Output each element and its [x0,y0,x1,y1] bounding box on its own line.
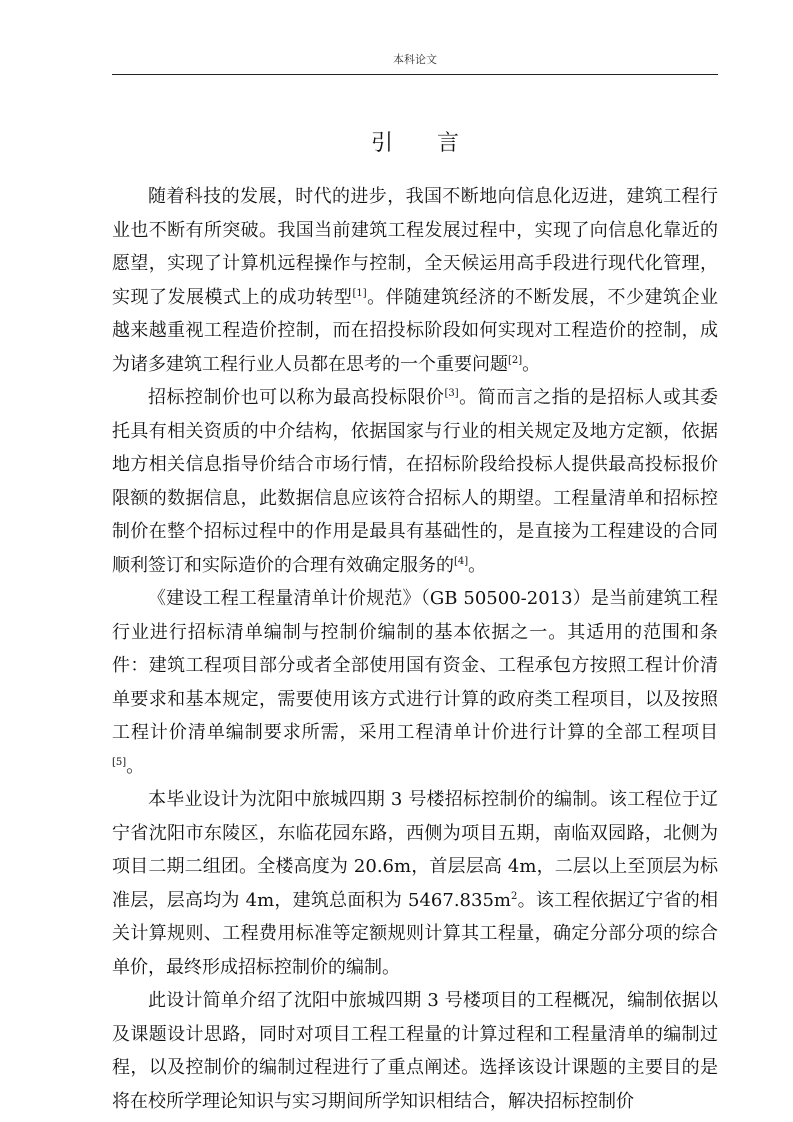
paragraph-text: 。简而言之指的是招标人或其委托具有相关资质的中介结构，依据国家与行业的相关规定及地方定额，依据地方相关信息指导价结合市场行情，在招标阶段给投标人提供最高投标报价限额的数据信息，此数据信息应该符合招标人的期望。工程量清单和招标控制价在整个招标过程中的作用是最具有基础性的，是直接为工程建设的合同顺利签订和实际造价的合理有效确定服务的 [112,387,719,576]
paragraph [112,180,718,381]
paragraph-text: 。伴随建筑经济的不断发展，不少建筑企业越来越重视工程造价控制，而在招投标阶段如何实现对工程造价的控制，成为诸多建筑工程行业人员都在思考的一个重要问题 [112,286,719,375]
paragraph [112,381,718,582]
body-text [112,180,718,1118]
paragraph-text: 。该工程依据辽宁省的相关计算规则、工程费用标准等定额规则计算其工程量，确定分部分项的综合单价，最终形成招标控制价的编制。 [112,889,719,978]
paragraph-text: 招标控制价也可以称为最高投标限价 [148,387,445,408]
citation-superscript: [5] [112,756,127,768]
section-title: 引言 [370,131,503,156]
paragraph-text: 。 [522,353,541,375]
paragraph-text: 《建设工程工程量清单计价规范》（GB 50500-2013）是当前建筑工程行业进行招标清单编制与控制价编制的基本依据之一。其适用的范围和条件：建筑工程项目部分或者全部使用国有资金、工程承包方按照工程计价清单要求和基本规定，需要使用该方式进行计算的政府类工程项目，以及按照工程计价清单编制要求所需，采用工程清单计价进行计算的全部工程项目 [112,588,718,743]
header-title: 本科论文 [393,53,437,66]
citation-superscript: [2] [508,354,523,366]
paragraph [112,582,718,783]
citation-superscript: 2 [511,890,518,902]
citation-superscript: [3] [444,388,459,399]
paragraph-text: 此设计简单介绍了沈阳中旅城四期 3 号楼项目的工程概况，编制依据以及课题设计思路，同时对项目工程工程量的计算过程和工程量清单的编制过程，以及控制价的编制过程进行了重点阐述。选择该设计课题的主要目的是将在校所学理论知识与实习期间所学知识相结合，解决招标控制价 [112,990,718,1112]
paragraph-text: 本毕业设计为沈阳中旅城四期 3 号楼招标控制价的编制。该工程位于辽宁省沈阳市东陵区，东临花园东路，西侧为项目五期，南临双园路，北侧为项目二期二组团。全楼高度为 20.6m，首层层高 4m，二层以上至顶层为标准层，层高均为 4m，建筑总面积为 5467.835m [112,789,718,911]
paragraph-text: 。 [468,554,487,576]
citation-superscript: [4] [454,555,469,567]
paragraph [112,984,718,1118]
paragraph-text: 。 [126,755,145,777]
page-header [112,50,718,75]
paragraph-text: 随着科技的发展，时代的进步，我国不断地向信息化迈进，建筑工程行业也不断有所突破。我国当前建筑工程发展过程中，实现了向信息化靠近的愿望，实现了计算机远程操作与控制，全天候运用高手段进行现代化管理，实现了发展模式上的成功转型 [112,186,718,308]
citation-superscript: [1] [352,287,367,299]
paragraph [112,783,718,984]
